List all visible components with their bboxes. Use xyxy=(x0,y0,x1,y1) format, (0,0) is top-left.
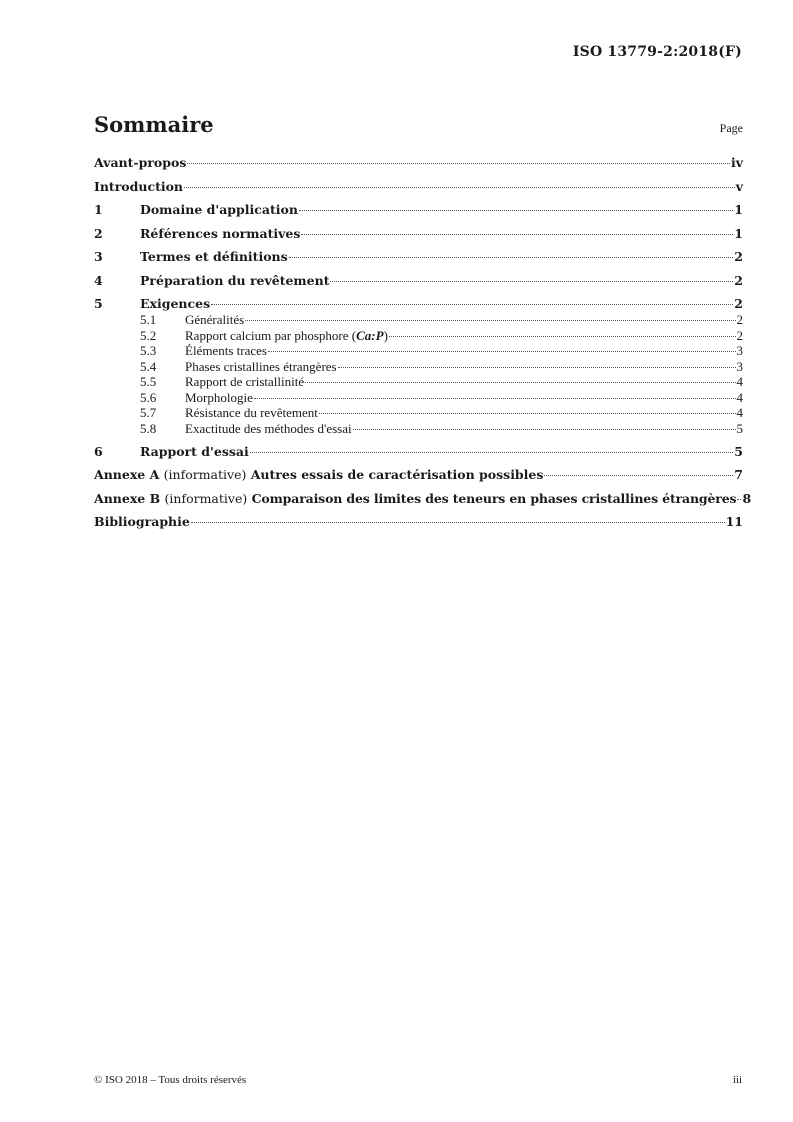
dot-leader xyxy=(245,320,735,321)
toc-entry-2[interactable] xyxy=(94,226,743,242)
dot-leader xyxy=(299,210,733,211)
toc-entry-title: Résistance du revêtement xyxy=(185,405,318,420)
dot-leader xyxy=(338,367,736,368)
dot-leader xyxy=(305,382,735,383)
toc-entry-5-1[interactable] xyxy=(94,312,743,328)
copyright-notice: © ISO 2018 – Tous droits réservés xyxy=(94,1074,247,1086)
toc-entry-6[interactable] xyxy=(94,444,743,460)
toc-entry-number: 5.3 xyxy=(140,343,157,358)
page-column-label: Page xyxy=(719,121,743,135)
dot-leader xyxy=(268,351,736,352)
toc-entry-3[interactable] xyxy=(94,249,743,265)
toc-entry-page: 11 xyxy=(725,514,743,529)
toc-entry-page: 1 xyxy=(734,225,743,241)
toc-entry-title: Termes et définitions xyxy=(140,249,288,264)
toc-entry-title: Références normatives xyxy=(140,225,301,241)
toc-entry-page: 5 xyxy=(734,443,743,459)
toc-entry-page: 3 xyxy=(736,343,743,358)
toc-entry-bibliographie[interactable] xyxy=(94,514,743,530)
table-of-contents xyxy=(94,155,752,530)
toc-entry-title-close: ) xyxy=(383,327,388,343)
toc-entry-page: 2 xyxy=(734,249,743,264)
page-footer xyxy=(94,1074,742,1086)
dot-leader xyxy=(330,281,733,282)
toc-entry-number: 5 xyxy=(94,296,103,311)
toc-entry-number: 5.1 xyxy=(140,312,157,327)
toc-entry-number: 6 xyxy=(94,443,103,459)
toc-entry-title: Exactitude des méthodes d'essai xyxy=(185,420,352,436)
toc-entry-title: Morphologie xyxy=(185,389,253,405)
dot-leader xyxy=(187,163,730,164)
toc-entry-page: 1 xyxy=(734,202,743,217)
toc-entry-number: 3 xyxy=(94,249,103,264)
toc-entry-number: 5.4 xyxy=(140,358,157,374)
toc-entry-5-2[interactable] xyxy=(94,328,743,344)
toc-entry-page: 3 xyxy=(736,358,743,374)
toc-entry-number: 5.6 xyxy=(140,389,157,405)
annex-label: Annexe A xyxy=(94,467,160,482)
toc-title: Sommaire xyxy=(94,112,214,137)
dot-leader xyxy=(353,429,736,430)
toc-entry-5-6[interactable] xyxy=(94,390,743,406)
toc-entry-title: Introduction xyxy=(94,178,184,194)
toc-entry-title: Exigences xyxy=(140,296,211,311)
toc-entry-title: Avant-propos xyxy=(94,155,187,170)
dot-leader xyxy=(389,336,736,337)
toc-entry-number: 2 xyxy=(94,225,103,241)
toc-entry-title: Préparation du revêtement xyxy=(140,272,330,288)
toc-entry-number: 1 xyxy=(94,202,103,217)
toc-entry-5[interactable] xyxy=(94,296,743,312)
annex-note: (informative) xyxy=(163,467,247,482)
toc-entry-title: Bibliographie xyxy=(94,514,190,529)
dot-leader xyxy=(737,499,741,500)
toc-entry-page: 4 xyxy=(736,374,743,389)
toc-entry-page: 2 xyxy=(734,296,743,311)
ratio-symbol: Ca:P xyxy=(356,327,384,343)
toc-entry-4[interactable] xyxy=(94,273,743,289)
toc-entry-title-text: Rapport calcium par phosphore ( xyxy=(185,327,357,343)
toc-entry-number: 5.2 xyxy=(140,327,157,343)
toc-entry-5-8[interactable] xyxy=(94,421,743,437)
toc-entry-number: 5.5 xyxy=(140,374,157,389)
dot-leader xyxy=(250,452,734,453)
annex-note: (informative) xyxy=(164,490,248,506)
toc-entry-5-5[interactable] xyxy=(94,374,743,390)
toc-entry-title: Autres essais de caractérisation possibles xyxy=(250,467,544,482)
toc-entry-title xyxy=(185,328,388,344)
toc-entry-annexe-a[interactable] xyxy=(94,467,743,483)
dot-leader xyxy=(184,187,735,188)
toc-entry-page: iv xyxy=(730,155,743,170)
toc-entry-page: 8 xyxy=(742,490,752,506)
toc-entry-title: Généralités xyxy=(185,312,245,327)
toc-entry-page: v xyxy=(735,178,743,194)
toc-entry-title: Rapport d'essai xyxy=(140,443,249,459)
toc-entry-page: 4 xyxy=(736,389,743,405)
toc-entry-title: Rapport de cristallinité xyxy=(185,374,305,389)
toc-entry-number: 5.7 xyxy=(140,405,157,420)
toc-entry-5-7[interactable] xyxy=(94,405,743,421)
toc-entry-avant-propos[interactable] xyxy=(94,155,743,171)
toc-entry-5-4[interactable] xyxy=(94,359,743,375)
toc-entry-number: 5.8 xyxy=(140,420,157,436)
annex-label: Annexe B xyxy=(94,490,161,506)
toc-entry-page: 4 xyxy=(736,405,743,420)
toc-entry-page: 5 xyxy=(736,420,743,436)
dot-leader xyxy=(191,522,725,523)
toc-entry-1[interactable] xyxy=(94,202,743,218)
toc-entry-page: 2 xyxy=(736,312,743,327)
toc-entry-title: Comparaison des limites des teneurs en phases cristallines étrangères xyxy=(251,490,737,506)
toc-entry-5-3[interactable] xyxy=(94,343,743,359)
dot-leader xyxy=(254,398,736,399)
toc-entry-annexe-b[interactable] xyxy=(94,490,752,507)
dot-leader xyxy=(211,304,733,305)
toc-entry-page: 7 xyxy=(734,467,743,482)
dot-leader xyxy=(544,475,733,476)
page-number: iii xyxy=(732,1074,742,1086)
toc-entry-number: 4 xyxy=(94,272,103,288)
toc-entry-page: 2 xyxy=(734,272,743,288)
dot-leader xyxy=(289,257,734,258)
document-id: ISO 13779-2:2018(F) xyxy=(572,44,742,60)
toc-entry-title: Phases cristallines étrangères xyxy=(185,358,337,374)
toc-entry-title: Éléments traces xyxy=(185,343,267,358)
toc-entry-introduction[interactable] xyxy=(94,179,743,195)
dot-leader xyxy=(319,413,736,414)
toc-entry-page: 2 xyxy=(736,327,743,343)
dot-leader xyxy=(301,234,733,235)
toc-entry-title: Domaine d'application xyxy=(140,202,298,217)
toc-header xyxy=(94,112,743,137)
